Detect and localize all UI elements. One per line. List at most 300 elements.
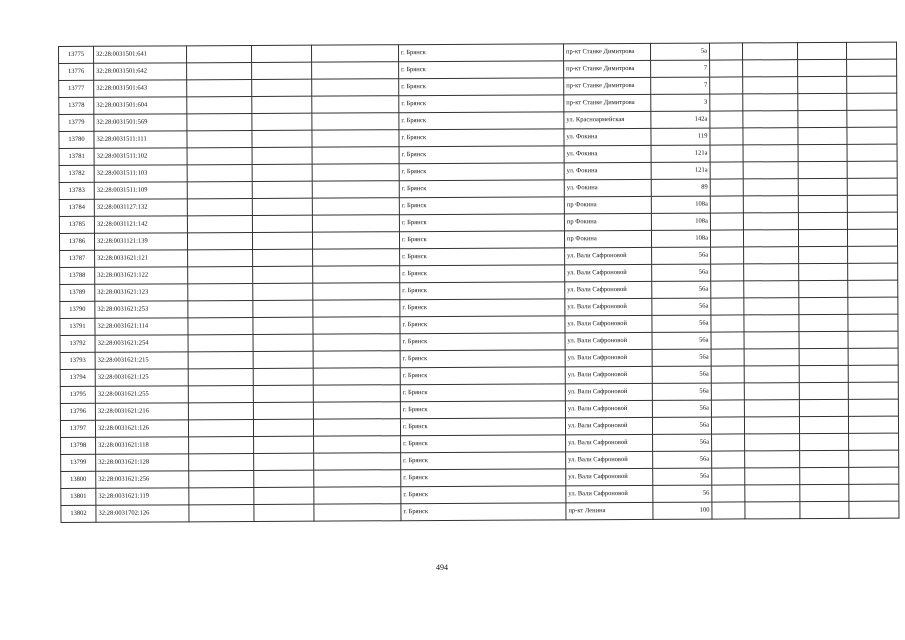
empty-cell	[744, 417, 799, 434]
empty-cell	[848, 416, 898, 433]
page-number: 494	[436, 563, 448, 572]
empty-cell	[187, 45, 252, 62]
house-number: 3	[651, 94, 710, 111]
empty-cell	[847, 144, 897, 161]
empty-cell	[312, 164, 399, 181]
empty-cell	[711, 247, 744, 264]
empty-cell	[253, 385, 313, 402]
cadastral-number: 32:28:0031621:114	[95, 318, 188, 335]
cadastral-number: 32:28:0031501:642	[94, 63, 187, 80]
empty-cell	[798, 144, 847, 161]
city-cell: г. Брянск	[401, 452, 566, 470]
empty-cell	[744, 315, 799, 332]
empty-cell	[743, 162, 798, 179]
empty-cell	[253, 300, 313, 317]
street-cell: ул. Фокина	[564, 145, 651, 162]
empty-cell	[311, 45, 398, 62]
city-cell: г. Брянск	[399, 129, 564, 147]
house-number: 56а	[652, 417, 711, 434]
empty-cell	[743, 196, 798, 213]
street-cell: ул. Вали Сафроновой	[565, 247, 652, 264]
house-number: 108а	[651, 230, 710, 247]
empty-cell	[188, 266, 253, 283]
empty-cell	[744, 400, 799, 417]
empty-cell	[251, 45, 311, 62]
record-number: 13799	[61, 454, 96, 471]
empty-cell	[313, 300, 400, 317]
house-number: 108а	[651, 196, 710, 213]
record-number: 13787	[60, 250, 95, 267]
empty-cell	[314, 487, 401, 504]
empty-cell	[710, 94, 743, 111]
empty-cell	[743, 94, 798, 111]
empty-cell	[709, 43, 742, 60]
empty-cell	[848, 263, 898, 280]
record-number: 13784	[59, 199, 94, 216]
record-number: 13776	[59, 63, 94, 80]
empty-cell	[312, 232, 399, 249]
empty-cell	[847, 59, 897, 76]
empty-cell	[799, 382, 848, 399]
empty-cell	[848, 246, 898, 263]
street-cell: ул. Вали Сафроновой	[565, 366, 652, 383]
city-cell: г. Брянск	[399, 112, 564, 130]
street-cell: пр-кт Станке Димитрова	[563, 43, 650, 60]
empty-cell	[799, 314, 848, 331]
empty-cell	[744, 349, 799, 366]
street-cell: ул. Вали Сафроновой	[565, 417, 652, 434]
empty-cell	[848, 382, 898, 399]
empty-cell	[710, 179, 743, 196]
city-cell: г. Брянск	[399, 197, 564, 215]
empty-cell	[798, 59, 847, 76]
empty-cell	[798, 212, 847, 229]
empty-cell	[847, 212, 897, 229]
empty-cell	[744, 247, 799, 264]
empty-cell	[799, 348, 848, 365]
record-number: 13802	[61, 505, 96, 522]
empty-cell	[252, 96, 312, 113]
empty-cell	[848, 280, 898, 297]
empty-cell	[312, 79, 399, 96]
empty-cell	[312, 62, 399, 79]
empty-cell	[712, 468, 745, 485]
empty-cell	[743, 213, 798, 230]
empty-cell	[800, 484, 849, 501]
empty-cell	[847, 93, 897, 110]
empty-cell	[711, 264, 744, 281]
empty-cell	[744, 281, 799, 298]
cadastral-number: 32:28:0031621:122	[95, 267, 188, 284]
empty-cell	[847, 229, 897, 246]
record-number: 13782	[59, 165, 94, 182]
street-cell: ул. Красноармейская	[564, 111, 651, 128]
empty-cell	[710, 145, 743, 162]
cadastral-number: 32:28:0031621:254	[95, 335, 188, 352]
city-cell: г. Брянск	[399, 163, 564, 181]
empty-cell	[189, 470, 254, 487]
cadastral-number: 32:28:0031121:142	[94, 216, 187, 233]
record-number: 13795	[60, 386, 95, 403]
empty-cell	[314, 436, 401, 453]
empty-cell	[188, 300, 253, 317]
empty-cell	[710, 60, 743, 77]
house-number: 56а	[653, 451, 712, 468]
house-number: 121а	[651, 145, 710, 162]
empty-cell	[849, 484, 899, 501]
empty-cell	[187, 113, 252, 130]
empty-cell	[712, 451, 745, 468]
street-cell: пр Фокина	[564, 196, 651, 213]
street-cell: ул. Вали Сафроновой	[565, 264, 652, 281]
cadastral-number: 32:28:0031621:121	[95, 250, 188, 267]
empty-cell	[187, 130, 252, 147]
empty-cell	[189, 436, 254, 453]
empty-cell	[189, 487, 254, 504]
empty-cell	[743, 60, 798, 77]
empty-cell	[744, 383, 799, 400]
house-number: 56а	[652, 383, 711, 400]
house-number: 56а	[652, 298, 711, 315]
empty-cell	[312, 96, 399, 113]
record-number: 13788	[60, 267, 95, 284]
cadastral-number: 32:28:0031621:126	[95, 420, 188, 437]
empty-cell	[312, 113, 399, 130]
city-cell: г. Брянск	[401, 435, 566, 453]
empty-cell	[798, 76, 847, 93]
empty-cell	[800, 450, 849, 467]
street-cell: ул. Вали Сафроновой	[566, 434, 653, 451]
empty-cell	[187, 164, 252, 181]
empty-cell	[710, 213, 743, 230]
street-cell: ул. Вали Сафроновой	[565, 281, 652, 298]
empty-cell	[188, 317, 253, 334]
empty-cell	[798, 178, 847, 195]
registry-table-body	[59, 42, 899, 522]
empty-cell	[711, 332, 744, 349]
city-cell: г. Брянск	[400, 299, 565, 317]
cadastral-number: 32:28:0031127:132	[94, 199, 187, 216]
street-cell: ул. Вали Сафроновой	[566, 468, 653, 485]
record-number: 13800	[61, 471, 96, 488]
empty-cell	[188, 385, 253, 402]
empty-cell	[798, 127, 847, 144]
cadastral-number: 32:28:0031511:102	[94, 148, 187, 165]
empty-cell	[849, 467, 899, 484]
empty-cell	[188, 351, 253, 368]
cadastral-number: 32:28:0031621:118	[96, 437, 189, 454]
empty-cell	[710, 111, 743, 128]
city-cell: г. Брянск	[400, 384, 565, 402]
empty-cell	[798, 229, 847, 246]
empty-cell	[188, 249, 253, 266]
empty-cell	[710, 128, 743, 145]
empty-cell	[745, 468, 800, 485]
empty-cell	[313, 402, 400, 419]
empty-cell	[252, 181, 312, 198]
record-number: 13790	[60, 301, 95, 318]
house-number: 7	[651, 60, 710, 77]
empty-cell	[847, 195, 897, 212]
empty-cell	[254, 504, 314, 521]
house-number: 56а	[652, 281, 711, 298]
house-number: 121а	[651, 162, 710, 179]
cadastral-number: 32:28:0031621:123	[95, 284, 188, 301]
empty-cell	[847, 178, 897, 195]
empty-cell	[743, 179, 798, 196]
city-cell: г. Брянск	[401, 503, 566, 521]
empty-cell	[847, 76, 897, 93]
cadastral-number: 32:28:0031621:119	[96, 488, 189, 505]
city-cell: г. Брянск	[399, 231, 564, 249]
empty-cell	[253, 351, 313, 368]
empty-cell	[847, 110, 897, 127]
street-cell: ул. Вали Сафроновой	[565, 298, 652, 315]
empty-cell	[712, 434, 745, 451]
empty-cell	[252, 130, 312, 147]
record-number: 13781	[59, 148, 94, 165]
house-number: 56а	[653, 468, 712, 485]
empty-cell	[711, 281, 744, 298]
empty-cell	[849, 433, 899, 450]
empty-cell	[252, 215, 312, 232]
empty-cell	[253, 317, 313, 334]
empty-cell	[743, 77, 798, 94]
city-cell: г. Брянск	[400, 282, 565, 300]
house-number: 56а	[653, 434, 712, 451]
empty-cell	[252, 147, 312, 164]
street-cell: пр-кт Станке Димитрова	[564, 60, 651, 77]
empty-cell	[252, 232, 312, 249]
empty-cell	[799, 297, 848, 314]
empty-cell	[743, 230, 798, 247]
empty-cell	[798, 161, 847, 178]
empty-cell	[253, 368, 313, 385]
empty-cell	[253, 419, 313, 436]
street-cell: пр-кт Ленина	[566, 502, 653, 519]
empty-cell	[312, 130, 399, 147]
house-number: 56	[653, 485, 712, 502]
empty-cell	[313, 334, 400, 351]
street-cell: ул. Фокина	[564, 128, 651, 145]
table-row	[61, 501, 899, 522]
empty-cell	[743, 111, 798, 128]
city-cell: г. Брянск	[399, 61, 564, 79]
city-cell: г. Брянск	[399, 214, 564, 232]
empty-cell	[799, 416, 848, 433]
house-number: 5а	[650, 43, 709, 60]
record-number: 13777	[59, 80, 94, 97]
empty-cell	[313, 249, 400, 266]
empty-cell	[847, 161, 897, 178]
empty-cell	[187, 147, 252, 164]
empty-cell	[849, 450, 899, 467]
street-cell: ул. Фокина	[564, 162, 651, 179]
city-cell: г. Брянск	[398, 44, 563, 62]
empty-cell	[254, 487, 314, 504]
record-number: 13778	[59, 97, 94, 114]
empty-cell	[712, 502, 745, 519]
empty-cell	[799, 280, 848, 297]
city-cell: г. Брянск	[400, 265, 565, 283]
empty-cell	[188, 368, 253, 385]
empty-cell	[254, 453, 314, 470]
empty-cell	[187, 181, 252, 198]
empty-cell	[800, 467, 849, 484]
record-number: 13789	[60, 284, 95, 301]
record-number: 13794	[60, 369, 95, 386]
empty-cell	[711, 400, 744, 417]
city-cell: г. Брянск	[399, 180, 564, 198]
empty-cell	[187, 62, 252, 79]
cadastral-number: 32:28:0031621:255	[95, 386, 188, 403]
empty-cell	[798, 110, 847, 127]
empty-cell	[254, 436, 314, 453]
empty-cell	[254, 470, 314, 487]
empty-cell	[744, 298, 799, 315]
record-number: 13801	[61, 488, 96, 505]
empty-cell	[848, 365, 898, 382]
street-cell: ул. Вали Сафроновой	[566, 485, 653, 502]
house-number: 108а	[651, 213, 710, 230]
empty-cell	[187, 215, 252, 232]
cadastral-number: 32:28:0031501:604	[94, 97, 187, 114]
empty-cell	[848, 348, 898, 365]
record-number: 13785	[59, 216, 94, 233]
cadastral-number: 32:28:0031621:215	[95, 352, 188, 369]
city-cell: г. Брянск	[400, 333, 565, 351]
cadastral-number: 32:28:0031501:569	[94, 114, 187, 131]
empty-cell	[710, 230, 743, 247]
empty-cell	[253, 266, 313, 283]
empty-cell	[742, 43, 797, 60]
empty-cell	[745, 451, 800, 468]
empty-cell	[711, 298, 744, 315]
street-cell: ул. Вали Сафроновой	[565, 400, 652, 417]
street-cell: пр-кт Станке Димитрова	[564, 77, 651, 94]
city-cell: г. Брянск	[400, 367, 565, 385]
empty-cell	[188, 402, 253, 419]
house-number: 7	[651, 77, 710, 94]
empty-cell	[253, 334, 313, 351]
house-number: 56а	[652, 247, 711, 264]
city-cell: г. Брянск	[400, 248, 565, 266]
empty-cell	[189, 504, 254, 521]
record-number: 13783	[59, 182, 94, 199]
empty-cell	[799, 263, 848, 280]
cadastral-number: 32:28:0031702:126	[96, 505, 189, 522]
empty-cell	[252, 62, 312, 79]
record-number: 13775	[59, 46, 94, 63]
empty-cell	[188, 334, 253, 351]
empty-cell	[846, 42, 896, 59]
cadastral-number: 32:28:0031501:641	[94, 46, 187, 63]
empty-cell	[797, 42, 846, 59]
empty-cell	[313, 317, 400, 334]
empty-cell	[799, 365, 848, 382]
house-number: 56а	[652, 332, 711, 349]
cadastral-number: 32:28:0031621:256	[96, 471, 189, 488]
city-cell: г. Брянск	[401, 469, 566, 487]
empty-cell	[745, 485, 800, 502]
house-number: 142а	[651, 111, 710, 128]
empty-cell	[187, 96, 252, 113]
empty-cell	[189, 453, 254, 470]
cadastral-number: 32:28:0031511:109	[94, 182, 187, 199]
city-cell: г. Брянск	[400, 401, 565, 419]
empty-cell	[847, 127, 897, 144]
empty-cell	[745, 502, 800, 519]
empty-cell	[711, 315, 744, 332]
empty-cell	[313, 283, 400, 300]
street-cell: ул. Фокина	[564, 179, 651, 196]
empty-cell	[710, 196, 743, 213]
cadastral-number: 32:28:0031511:111	[94, 131, 187, 148]
street-cell: пр-кт Станке Димитрова	[564, 94, 651, 111]
empty-cell	[743, 128, 798, 145]
empty-cell	[800, 501, 849, 518]
cadastral-number: 32:28:0031621:216	[95, 403, 188, 420]
record-number: 13793	[60, 352, 95, 369]
house-number: 56а	[652, 366, 711, 383]
cadastral-number: 32:28:0031621:253	[95, 301, 188, 318]
cadastral-number: 32:28:0031621:128	[96, 454, 189, 471]
city-cell: г. Брянск	[401, 486, 566, 504]
record-number: 13791	[60, 318, 95, 335]
street-cell: ул. Вали Сафроновой	[565, 315, 652, 332]
empty-cell	[800, 433, 849, 450]
empty-cell	[848, 297, 898, 314]
empty-cell	[798, 93, 847, 110]
empty-cell	[313, 419, 400, 436]
empty-cell	[312, 215, 399, 232]
street-cell: ул. Вали Сафроновой	[565, 332, 652, 349]
cadastral-number: 32:28:0031121:139	[94, 233, 187, 250]
empty-cell	[711, 349, 744, 366]
empty-cell	[848, 399, 898, 416]
record-number: 13786	[59, 233, 94, 250]
empty-cell	[312, 181, 399, 198]
empty-cell	[710, 162, 743, 179]
empty-cell	[188, 419, 253, 436]
property-registry-table	[58, 42, 899, 523]
house-number: 56а	[652, 400, 711, 417]
street-cell: пр Фокина	[564, 213, 651, 230]
empty-cell	[745, 434, 800, 451]
empty-cell	[314, 470, 401, 487]
empty-cell	[314, 504, 401, 521]
empty-cell	[743, 145, 798, 162]
empty-cell	[849, 501, 899, 518]
house-number: 100	[653, 502, 712, 519]
city-cell: г. Брянск	[400, 350, 565, 368]
empty-cell	[253, 283, 313, 300]
empty-cell	[848, 314, 898, 331]
record-number: 13798	[61, 437, 96, 454]
city-cell: г. Брянск	[400, 316, 565, 334]
record-number: 13796	[60, 403, 95, 420]
registry-page	[58, 42, 851, 576]
empty-cell	[711, 417, 744, 434]
street-cell: пр Фокина	[564, 230, 651, 247]
record-number: 13780	[59, 131, 94, 148]
record-number: 13792	[60, 335, 95, 352]
record-number: 13797	[60, 420, 95, 437]
empty-cell	[744, 264, 799, 281]
empty-cell	[848, 331, 898, 348]
empty-cell	[799, 331, 848, 348]
empty-cell	[314, 453, 401, 470]
